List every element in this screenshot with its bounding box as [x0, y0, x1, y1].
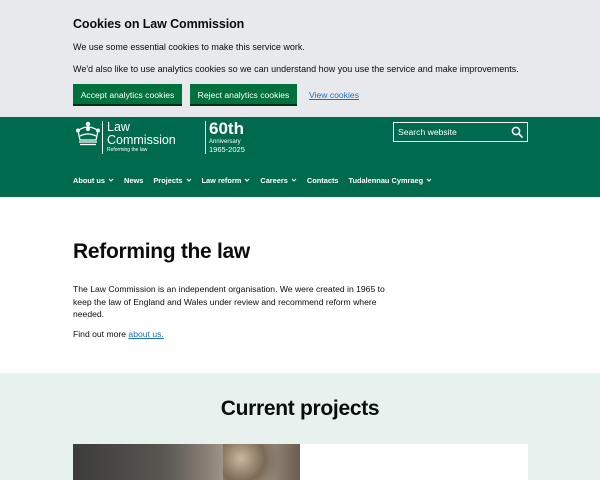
nav-welsh-pages-label: Tudalennau Cymraeg — [348, 175, 424, 185]
anniversary-divider — [205, 121, 206, 154]
main-navigation — [73, 174, 442, 186]
cookie-banner-text: We use some essential cookies to make this service work. — [73, 42, 305, 52]
nav-contacts-label: Contacts — [306, 175, 339, 185]
nav-about-us-label: About us — [73, 175, 106, 185]
chevron-down-icon — [186, 177, 192, 183]
nav-about-us[interactable] — [73, 174, 114, 186]
logo-tagline: Reforming the law — [107, 147, 148, 153]
anniversary-number: 60th — [209, 119, 244, 138]
chevron-down-icon — [426, 177, 432, 183]
anniversary-label: Anniversary — [209, 139, 241, 145]
anniversary-years: 1965-2025 — [209, 145, 245, 154]
search-icon[interactable] — [511, 126, 523, 138]
about-us-link[interactable]: about us. — [128, 329, 164, 339]
cookie-banner — [0, 0, 600, 117]
nav-projects[interactable] — [153, 174, 191, 186]
nav-projects-label: Projects — [153, 175, 183, 185]
crown-logo-icon[interactable] — [73, 121, 103, 147]
chevron-down-icon — [108, 177, 114, 183]
nav-law-reform-label: Law reform — [201, 175, 242, 185]
current-projects-title: Current projects — [220, 397, 380, 420]
project-image-highlight — [223, 444, 283, 480]
cookie-banner-text-analytics: We'd also like to use analytics cookies so we can understand how you use the service and make improvements. — [73, 64, 519, 74]
accept-analytics-cookies-button[interactable]: Accept analytics cookies — [73, 84, 182, 106]
nav-law-reform[interactable] — [202, 174, 251, 186]
intro-text: The Law Commission is an independent organisation. We were created in 1965 to keep the law of England and Wales under review and recommend reform where needed. — [73, 284, 385, 319]
find-out-more — [73, 329, 164, 339]
nav-news[interactable] — [124, 174, 143, 186]
find-out-more-prefix: Find out more — [73, 329, 127, 339]
chevron-down-icon — [244, 177, 250, 183]
logo-wordmark-line2[interactable]: Commission — [107, 133, 176, 147]
nav-careers[interactable] — [260, 174, 297, 186]
project-card-image[interactable] — [73, 444, 300, 480]
nav-contacts[interactable] — [307, 174, 339, 186]
search-input[interactable]: Search website — [398, 127, 457, 137]
nav-news-label: News — [124, 175, 144, 185]
page-title: Reforming the law — [73, 240, 250, 263]
reject-analytics-cookies-button[interactable]: Reject analytics cookies — [190, 84, 297, 106]
cookie-banner-title: Cookies on Law Commission — [73, 17, 245, 31]
nav-careers-label: Careers — [260, 175, 288, 185]
view-cookies-link[interactable]: View cookies — [309, 90, 359, 100]
logo-divider — [102, 121, 103, 154]
logo-wordmark-line1[interactable]: Law — [107, 120, 130, 134]
search-box[interactable] — [393, 122, 528, 142]
chevron-down-icon — [291, 177, 297, 183]
nav-welsh-pages[interactable] — [349, 174, 433, 186]
